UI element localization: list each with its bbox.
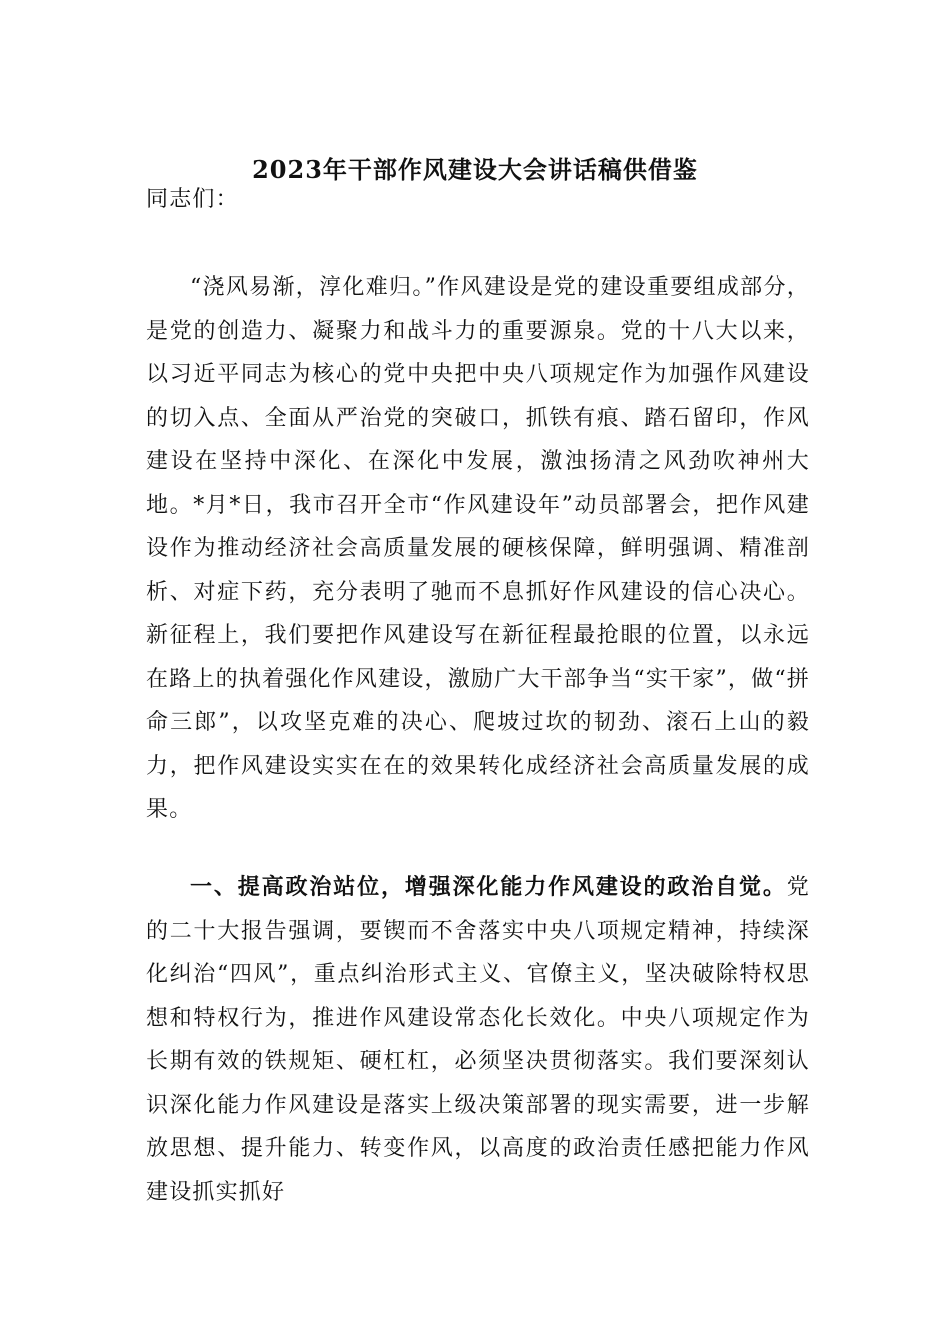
section-1-paragraph: [146, 866, 810, 1214]
section-1-heading: 一、提高政治站位，增强深化能力作风建设的政治自觉。: [190, 874, 787, 900]
salutation: 同志们：: [146, 187, 239, 212]
document-title: 2023年干部作风建设大会讲话稿供借鉴: [252, 155, 698, 184]
section-1-body: 党的二十大报告强调，要锲而不舍落实中央八项规定精神，持续深化纠治“四风”，重点纠治形式主义、官僚主义，坚决破除特权思想和特权行为，推进作风建设常态化长效化。中央八项规定作为长期有效的铁规矩、硬杠杠，必须坚决贯彻落实。我们要深刻认识深化能力作风建设是落实上级决策部署的现实需要，进一步解放思想、提升能力、转变作风，以高度的政治责任感把能力作风建设抓实抓好: [146, 875, 810, 1205]
intro-paragraph: “浇风易渐，淳化难归。”作风建设是党的建设重要组成部分，是党的创造力、凝聚力和战斗力的重要源泉。党的十八大以来，以习近平同志为核心的党中央把中央八项规定作为加强作风建设的切入点、全面从严治党的突破口，抓铁有痕、踏石留印，作风建设在坚持中深化、在深化中发展，激浊扬清之风劲吹神州大地。*月*日，我市召开全市“作风建设年”动员部署会，把作风建设作为推动经济社会高质量发展的硬核保障，鲜明强调、精准剖析、对症下药，充分表明了驰而不息抓好作风建设的信心决心。新征程上，我们要把作风建设写在新征程最抢眼的位置，以永远在路上的执着强化作风建设，激励广大干部争当“实干家”，做“拼命三郎”，以攻坚克难的决心、爬坡过坎的韧劲、滚石上山的毅力，把作风建设实实在在的效果转化成经济社会高质量发展的成果。: [146, 275, 810, 822]
